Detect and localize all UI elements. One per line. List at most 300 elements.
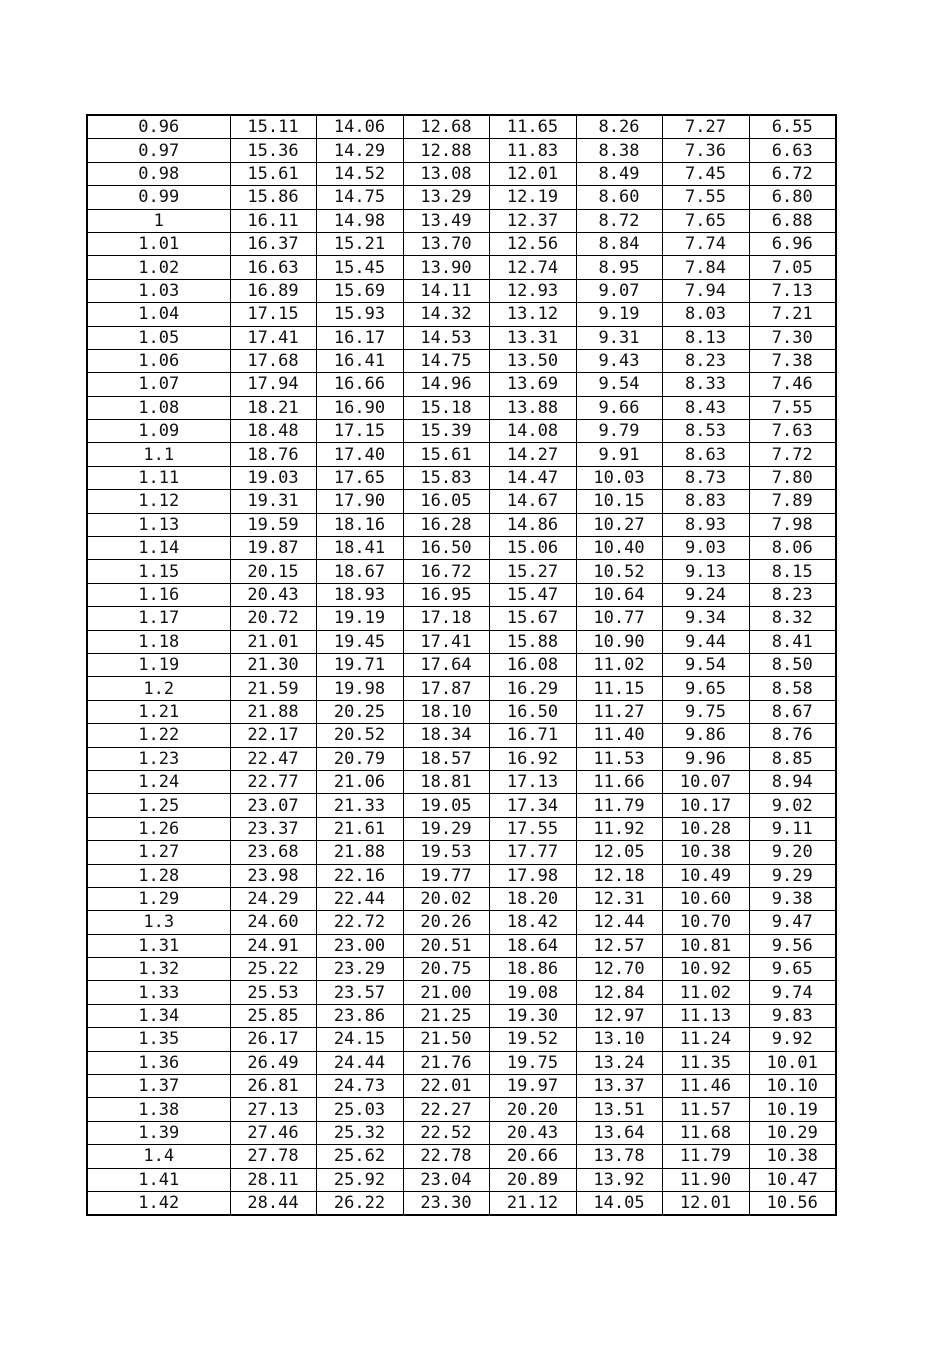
table-row: [87, 490, 836, 513]
table-cell: 24.91: [230, 934, 316, 957]
row-key-cell: 1: [87, 209, 230, 232]
row-key-cell: 0.99: [87, 186, 230, 209]
table-cell: 26.81: [230, 1075, 316, 1098]
table-row: [87, 537, 836, 560]
row-key-cell: 1.31: [87, 934, 230, 957]
row-key-cell: 1.16: [87, 583, 230, 606]
table-cell: 21.25: [403, 1004, 489, 1027]
table-cell: 17.13: [489, 770, 576, 793]
table-cell: 10.70: [662, 911, 749, 934]
table-cell: 8.94: [749, 770, 836, 793]
table-cell: 14.75: [403, 349, 489, 372]
table-cell: 20.15: [230, 560, 316, 583]
table-cell: 17.34: [489, 794, 576, 817]
table-row: [87, 700, 836, 723]
table-cell: 22.17: [230, 724, 316, 747]
table-cell: 11.53: [576, 747, 662, 770]
table-cell: 10.40: [576, 537, 662, 560]
table-cell: 19.71: [316, 653, 403, 676]
table-row: [87, 1028, 836, 1051]
row-key-cell: 1.35: [87, 1028, 230, 1051]
table-cell: 18.16: [316, 513, 403, 536]
table-cell: 8.23: [662, 349, 749, 372]
table-cell: 13.12: [489, 303, 576, 326]
table-cell: 13.64: [576, 1121, 662, 1144]
row-key-cell: 1.41: [87, 1168, 230, 1191]
table-cell: 7.36: [662, 139, 749, 162]
row-key-cell: 1.14: [87, 537, 230, 560]
row-key-cell: 1.42: [87, 1191, 230, 1215]
row-key-cell: 0.97: [87, 139, 230, 162]
table-cell: 8.63: [662, 443, 749, 466]
table-cell: 24.60: [230, 911, 316, 934]
table-cell: 8.38: [576, 139, 662, 162]
table-cell: 14.06: [316, 115, 403, 139]
table-row: [87, 466, 836, 489]
table-cell: 26.49: [230, 1051, 316, 1074]
table-row: [87, 887, 836, 910]
table-cell: 10.77: [576, 607, 662, 630]
table-cell: 22.47: [230, 747, 316, 770]
table-cell: 12.18: [576, 864, 662, 887]
table-cell: 8.76: [749, 724, 836, 747]
table-cell: 19.77: [403, 864, 489, 887]
table-cell: 17.68: [230, 349, 316, 372]
table-cell: 17.87: [403, 677, 489, 700]
table-cell: 22.27: [403, 1098, 489, 1121]
table-cell: 25.03: [316, 1098, 403, 1121]
table-cell: 13.37: [576, 1075, 662, 1098]
table-cell: 15.45: [316, 256, 403, 279]
table-cell: 17.55: [489, 817, 576, 840]
table-cell: 21.61: [316, 817, 403, 840]
table-cell: 11.02: [662, 981, 749, 1004]
table-cell: 7.89: [749, 490, 836, 513]
table-row: [87, 1098, 836, 1121]
table-cell: 11.83: [489, 139, 576, 162]
table-cell: 9.03: [662, 537, 749, 560]
row-key-cell: 1.37: [87, 1075, 230, 1098]
row-key-cell: 1.02: [87, 256, 230, 279]
table-cell: 8.50: [749, 653, 836, 676]
table-cell: 7.84: [662, 256, 749, 279]
row-key-cell: 1.25: [87, 794, 230, 817]
table-cell: 8.32: [749, 607, 836, 630]
table-row: [87, 1051, 836, 1074]
table-row: [87, 373, 836, 396]
row-key-cell: 1.07: [87, 373, 230, 396]
table-cell: 16.63: [230, 256, 316, 279]
row-key-cell: 1.36: [87, 1051, 230, 1074]
table-cell: 27.13: [230, 1098, 316, 1121]
table-cell: 13.51: [576, 1098, 662, 1121]
row-key-cell: 1.2: [87, 677, 230, 700]
table-cell: 10.15: [576, 490, 662, 513]
table-cell: 21.76: [403, 1051, 489, 1074]
table-cell: 17.98: [489, 864, 576, 887]
table-cell: 24.29: [230, 887, 316, 910]
table-cell: 18.81: [403, 770, 489, 793]
row-key-cell: 1.27: [87, 841, 230, 864]
table-cell: 9.74: [749, 981, 836, 1004]
table-cell: 9.34: [662, 607, 749, 630]
table-row: [87, 1168, 836, 1191]
table-cell: 25.85: [230, 1004, 316, 1027]
table-cell: 18.93: [316, 583, 403, 606]
table-cell: 12.44: [576, 911, 662, 934]
table-cell: 18.42: [489, 911, 576, 934]
table-cell: 16.89: [230, 279, 316, 302]
table-cell: 21.01: [230, 630, 316, 653]
table-cell: 11.92: [576, 817, 662, 840]
table-row: [87, 443, 836, 466]
table-cell: 8.23: [749, 583, 836, 606]
table-cell: 25.92: [316, 1168, 403, 1191]
table-cell: 7.94: [662, 279, 749, 302]
table-row: [87, 1075, 836, 1098]
table-cell: 19.05: [403, 794, 489, 817]
row-key-cell: 1.21: [87, 700, 230, 723]
table-row: [87, 630, 836, 653]
table-cell: 15.18: [403, 396, 489, 419]
table-cell: 11.68: [662, 1121, 749, 1144]
table-cell: 13.29: [403, 186, 489, 209]
table-cell: 8.85: [749, 747, 836, 770]
table-cell: 8.41: [749, 630, 836, 653]
table-cell: 23.30: [403, 1191, 489, 1215]
table-cell: 11.90: [662, 1168, 749, 1191]
table-cell: 9.43: [576, 349, 662, 372]
table-cell: 23.04: [403, 1168, 489, 1191]
row-key-cell: 1.4: [87, 1145, 230, 1168]
table-row: [87, 303, 836, 326]
table-cell: 27.46: [230, 1121, 316, 1144]
table-cell: 16.29: [489, 677, 576, 700]
table-cell: 6.96: [749, 232, 836, 255]
row-key-cell: 1.13: [87, 513, 230, 536]
table-row: [87, 911, 836, 934]
table-cell: 22.44: [316, 887, 403, 910]
table-cell: 22.52: [403, 1121, 489, 1144]
table-row: [87, 770, 836, 793]
table-row: [87, 724, 836, 747]
table-cell: 23.68: [230, 841, 316, 864]
table-cell: 25.22: [230, 958, 316, 981]
table-cell: 10.07: [662, 770, 749, 793]
table-cell: 11.79: [576, 794, 662, 817]
table-cell: 18.86: [489, 958, 576, 981]
table-row: [87, 209, 836, 232]
table-cell: 11.13: [662, 1004, 749, 1027]
table-cell: 6.63: [749, 139, 836, 162]
table-cell: 21.30: [230, 653, 316, 676]
table-cell: 11.15: [576, 677, 662, 700]
table-row: [87, 583, 836, 606]
row-key-cell: 1.28: [87, 864, 230, 887]
table-cell: 9.31: [576, 326, 662, 349]
table-cell: 27.78: [230, 1145, 316, 1168]
table-cell: 14.67: [489, 490, 576, 513]
table-cell: 16.41: [316, 349, 403, 372]
table-cell: 21.33: [316, 794, 403, 817]
table-cell: 15.67: [489, 607, 576, 630]
table-row: [87, 115, 836, 139]
row-key-cell: 1.24: [87, 770, 230, 793]
table-cell: 19.03: [230, 466, 316, 489]
row-key-cell: 1.17: [87, 607, 230, 630]
table-cell: 13.69: [489, 373, 576, 396]
table-cell: 23.29: [316, 958, 403, 981]
table-row: [87, 139, 836, 162]
table-cell: 19.87: [230, 537, 316, 560]
table-cell: 9.38: [749, 887, 836, 910]
table-cell: 9.65: [749, 958, 836, 981]
table-cell: 9.24: [662, 583, 749, 606]
table-row: [87, 607, 836, 630]
table-cell: 15.93: [316, 303, 403, 326]
table-row: [87, 747, 836, 770]
row-key-cell: 1.3: [87, 911, 230, 934]
table-cell: 9.83: [749, 1004, 836, 1027]
table-cell: 6.88: [749, 209, 836, 232]
table-cell: 7.72: [749, 443, 836, 466]
table-cell: 19.19: [316, 607, 403, 630]
table-cell: 17.40: [316, 443, 403, 466]
table-cell: 15.47: [489, 583, 576, 606]
table-cell: 13.92: [576, 1168, 662, 1191]
table-cell: 8.15: [749, 560, 836, 583]
table-cell: 18.48: [230, 420, 316, 443]
table-cell: 8.73: [662, 466, 749, 489]
table-cell: 12.05: [576, 841, 662, 864]
table-cell: 19.98: [316, 677, 403, 700]
table-cell: 14.53: [403, 326, 489, 349]
table-cell: 7.55: [749, 396, 836, 419]
table-cell: 16.95: [403, 583, 489, 606]
table-cell: 16.17: [316, 326, 403, 349]
table-row: [87, 162, 836, 185]
table-cell: 9.44: [662, 630, 749, 653]
table-cell: 9.47: [749, 911, 836, 934]
table-cell: 26.22: [316, 1191, 403, 1215]
table-row: [87, 958, 836, 981]
table-cell: 7.80: [749, 466, 836, 489]
table-cell: 9.13: [662, 560, 749, 583]
table-row: [87, 841, 836, 864]
row-key-cell: 1.04: [87, 303, 230, 326]
table-cell: 13.78: [576, 1145, 662, 1168]
table-cell: 23.98: [230, 864, 316, 887]
table-row: [87, 1191, 836, 1215]
row-key-cell: 1.23: [87, 747, 230, 770]
table-cell: 18.64: [489, 934, 576, 957]
table-cell: 12.31: [576, 887, 662, 910]
table-cell: 20.75: [403, 958, 489, 981]
table-cell: 17.41: [403, 630, 489, 653]
table-row: [87, 653, 836, 676]
table-cell: 16.08: [489, 653, 576, 676]
table-cell: 9.65: [662, 677, 749, 700]
table-cell: 11.46: [662, 1075, 749, 1098]
row-key-cell: 1.09: [87, 420, 230, 443]
table-row: [87, 1145, 836, 1168]
table-cell: 15.39: [403, 420, 489, 443]
table-cell: 10.03: [576, 466, 662, 489]
table-cell: 9.20: [749, 841, 836, 864]
table-cell: 18.76: [230, 443, 316, 466]
table-row: [87, 677, 836, 700]
table-cell: 8.33: [662, 373, 749, 396]
table-cell: 14.96: [403, 373, 489, 396]
table-cell: 9.11: [749, 817, 836, 840]
table-cell: 10.19: [749, 1098, 836, 1121]
table-cell: 8.60: [576, 186, 662, 209]
table-cell: 20.20: [489, 1098, 576, 1121]
table-cell: 14.52: [316, 162, 403, 185]
row-key-cell: 1.34: [87, 1004, 230, 1027]
table-cell: 20.51: [403, 934, 489, 957]
table-cell: 19.31: [230, 490, 316, 513]
table-cell: 21.06: [316, 770, 403, 793]
table-row: [87, 934, 836, 957]
table-row: [87, 1121, 836, 1144]
table-cell: 17.77: [489, 841, 576, 864]
row-key-cell: 1.01: [87, 232, 230, 255]
table-cell: 7.05: [749, 256, 836, 279]
table-row: [87, 817, 836, 840]
table-cell: 21.50: [403, 1028, 489, 1051]
table-cell: 21.00: [403, 981, 489, 1004]
table-cell: 8.06: [749, 537, 836, 560]
table-cell: 13.70: [403, 232, 489, 255]
table-cell: 11.40: [576, 724, 662, 747]
table-cell: 15.88: [489, 630, 576, 653]
table-cell: 17.15: [230, 303, 316, 326]
table-row: [87, 256, 836, 279]
table-cell: 17.90: [316, 490, 403, 513]
table-cell: 21.88: [230, 700, 316, 723]
table-cell: 20.43: [230, 583, 316, 606]
table-cell: 18.41: [316, 537, 403, 560]
table-cell: 14.11: [403, 279, 489, 302]
table-cell: 16.72: [403, 560, 489, 583]
table-cell: 9.54: [662, 653, 749, 676]
table-cell: 25.62: [316, 1145, 403, 1168]
table-cell: 13.88: [489, 396, 576, 419]
table-cell: 10.17: [662, 794, 749, 817]
table-cell: 25.53: [230, 981, 316, 1004]
table-row: [87, 864, 836, 887]
table-cell: 15.27: [489, 560, 576, 583]
table-cell: 7.55: [662, 186, 749, 209]
table-cell: 19.08: [489, 981, 576, 1004]
table-cell: 10.27: [576, 513, 662, 536]
table-cell: 9.19: [576, 303, 662, 326]
table-cell: 21.12: [489, 1191, 576, 1215]
row-key-cell: 1.19: [87, 653, 230, 676]
table-cell: 20.89: [489, 1168, 576, 1191]
table-cell: 15.86: [230, 186, 316, 209]
table-cell: 19.97: [489, 1075, 576, 1098]
table-cell: 22.72: [316, 911, 403, 934]
table-cell: 16.50: [403, 537, 489, 560]
table-cell: 11.24: [662, 1028, 749, 1051]
table-cell: 8.84: [576, 232, 662, 255]
table-cell: 20.52: [316, 724, 403, 747]
table-row: [87, 279, 836, 302]
table-cell: 18.10: [403, 700, 489, 723]
table-cell: 23.86: [316, 1004, 403, 1027]
table-cell: 16.92: [489, 747, 576, 770]
table-cell: 7.21: [749, 303, 836, 326]
table-cell: 9.66: [576, 396, 662, 419]
table-cell: 12.01: [489, 162, 576, 185]
table-cell: 19.30: [489, 1004, 576, 1027]
table-cell: 15.11: [230, 115, 316, 139]
table-cell: 16.71: [489, 724, 576, 747]
table-cell: 17.18: [403, 607, 489, 630]
table-cell: 11.57: [662, 1098, 749, 1121]
table-cell: 7.38: [749, 349, 836, 372]
table-cell: 9.56: [749, 934, 836, 957]
row-key-cell: 1.05: [87, 326, 230, 349]
table-cell: 14.08: [489, 420, 576, 443]
table-cell: 19.29: [403, 817, 489, 840]
table-cell: 16.66: [316, 373, 403, 396]
table-cell: 12.84: [576, 981, 662, 1004]
table-cell: 15.83: [403, 466, 489, 489]
table-cell: 20.79: [316, 747, 403, 770]
table-cell: 19.53: [403, 841, 489, 864]
table-cell: 14.32: [403, 303, 489, 326]
table-cell: 10.38: [662, 841, 749, 864]
table-cell: 28.44: [230, 1191, 316, 1215]
table-cell: 23.37: [230, 817, 316, 840]
table-cell: 10.52: [576, 560, 662, 583]
table-cell: 14.29: [316, 139, 403, 162]
table-cell: 12.37: [489, 209, 576, 232]
table-cell: 10.49: [662, 864, 749, 887]
table-cell: 18.34: [403, 724, 489, 747]
table-cell: 13.24: [576, 1051, 662, 1074]
table-cell: 10.81: [662, 934, 749, 957]
table-cell: 16.28: [403, 513, 489, 536]
table-cell: 8.13: [662, 326, 749, 349]
table-cell: 7.63: [749, 420, 836, 443]
table-cell: 9.86: [662, 724, 749, 747]
row-key-cell: 1.32: [87, 958, 230, 981]
row-key-cell: 1.08: [87, 396, 230, 419]
table-cell: 8.53: [662, 420, 749, 443]
row-key-cell: 1.11: [87, 466, 230, 489]
table-row: [87, 326, 836, 349]
table-cell: 17.41: [230, 326, 316, 349]
table-cell: 11.66: [576, 770, 662, 793]
table-cell: 10.90: [576, 630, 662, 653]
table-row: [87, 794, 836, 817]
table-cell: 9.02: [749, 794, 836, 817]
table-cell: 9.54: [576, 373, 662, 396]
table-cell: 28.11: [230, 1168, 316, 1191]
table-cell: 18.67: [316, 560, 403, 583]
table-cell: 9.07: [576, 279, 662, 302]
row-key-cell: 1.12: [87, 490, 230, 513]
table-body: [87, 115, 836, 1215]
table-cell: 10.47: [749, 1168, 836, 1191]
row-key-cell: 1.33: [87, 981, 230, 1004]
table-cell: 24.73: [316, 1075, 403, 1098]
table-cell: 10.56: [749, 1191, 836, 1215]
